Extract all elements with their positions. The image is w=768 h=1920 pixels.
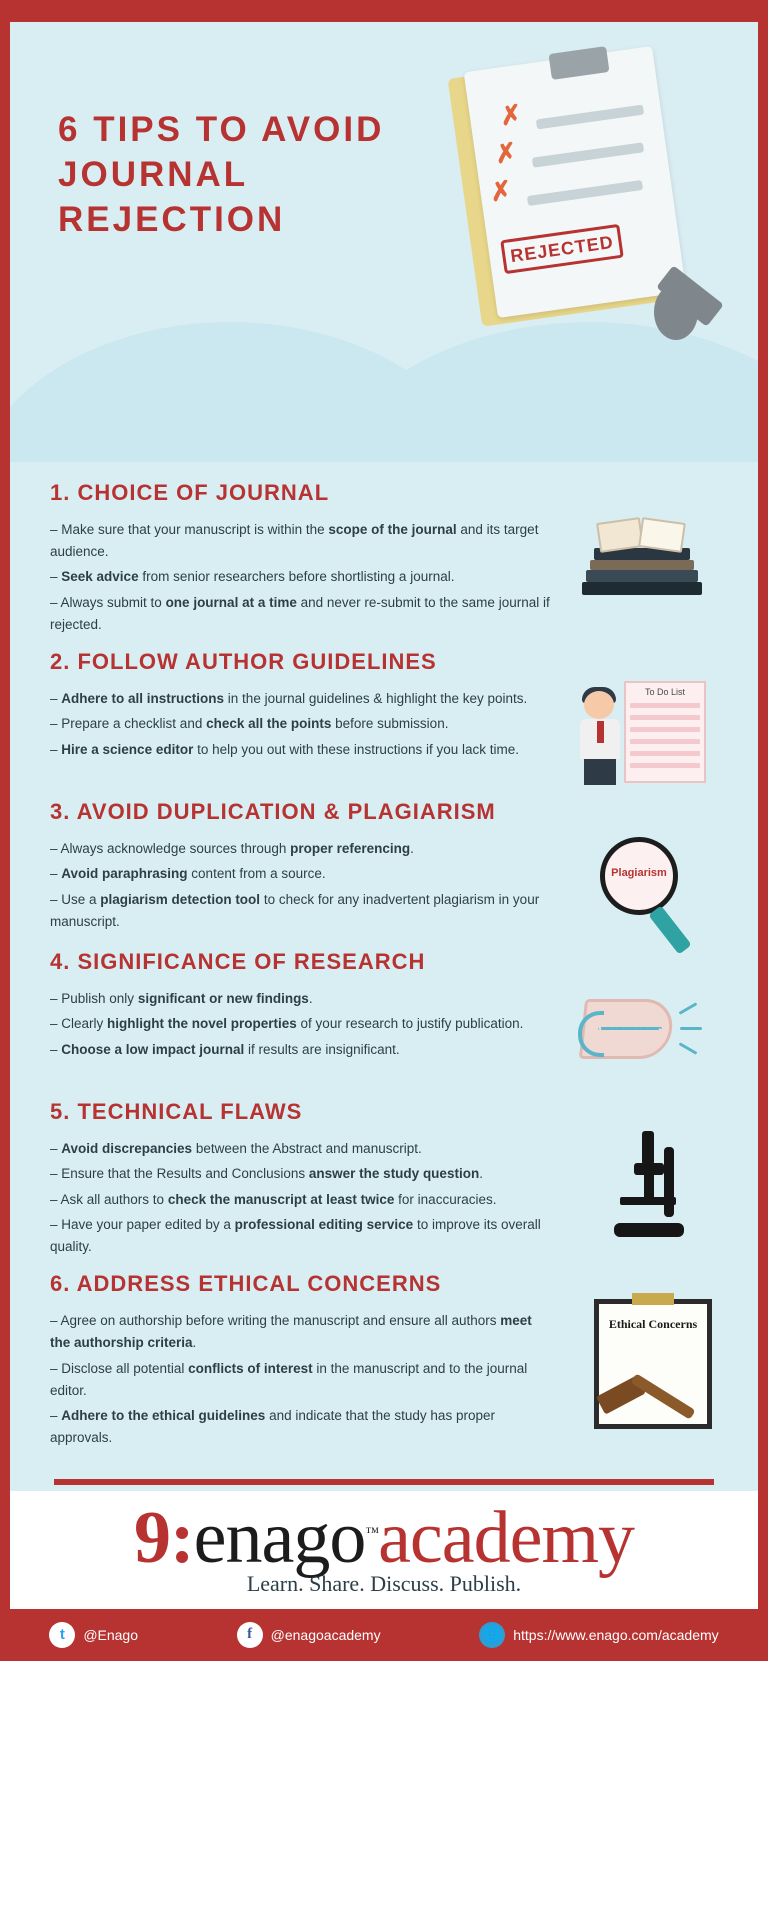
tip-title-3: 3. AVOID DUPLICATION & PLAGIARISM xyxy=(50,799,496,825)
magnifier-icon xyxy=(576,827,726,947)
trademark-symbol: ™ xyxy=(365,1525,379,1541)
book-stack-icon xyxy=(576,508,726,628)
globe-icon: 🌐 xyxy=(479,1622,505,1648)
tip-bullet: – Have your paper edited by a professional editing service to improve its overall quality. xyxy=(50,1216,541,1255)
tip-section-4 xyxy=(10,949,758,1099)
top-accent-bar xyxy=(0,0,768,22)
tip-bullet: – Publish only significant or new findings. xyxy=(50,990,313,1006)
tip-section-1 xyxy=(10,480,758,649)
tip-body-1 xyxy=(50,519,555,636)
megaphone-icon xyxy=(576,977,726,1097)
tip-section-2 xyxy=(10,649,758,799)
tip-title-6: 6. ADDRESS ETHICAL CONCERNS xyxy=(50,1271,442,1297)
tip-bullet: – Disclose all potential conflicts of interest in the manuscript and to the journal editor. xyxy=(50,1360,528,1398)
tip-bullet: – Ask all authors to check the manuscript at least twice for inaccuracies. xyxy=(50,1191,497,1207)
tip-bullet: – Prepare a checklist and check all the points before submission. xyxy=(50,716,449,732)
tip-bullet: – Agree on authorship before writing the manuscript and ensure all authors meet the authorship criteria. xyxy=(50,1313,532,1351)
cross-mark-icon: ✗ xyxy=(498,98,524,132)
person-head xyxy=(584,691,614,719)
tip-bullet: – Clearly highlight the novel properties of your research to justify publication. xyxy=(50,1016,524,1032)
tip-body-6 xyxy=(50,1310,555,1450)
tip-section-6 xyxy=(10,1271,758,1462)
microscope-icon xyxy=(576,1127,726,1247)
tip-bullet: – Avoid discrepancies between the Abstract and manuscript. xyxy=(50,1140,422,1156)
facebook-handle-text: @enagoacademy xyxy=(270,1626,381,1643)
tip-bullet: – Always acknowledge sources through proper referencing. xyxy=(50,840,414,856)
tip-title-5: 5. TECHNICAL FLAWS xyxy=(50,1099,303,1125)
tip-body-3 xyxy=(50,838,555,933)
stamp-knob xyxy=(654,284,698,340)
todo-list-icon xyxy=(576,677,726,797)
tips-content xyxy=(0,462,768,1491)
tip-title-2: 2. FOLLOW AUTHOR GUIDELINES xyxy=(50,649,437,675)
tip-title-4: 4. SIGNIFICANCE OF RESEARCH xyxy=(50,949,426,975)
tip-body-2 xyxy=(50,688,555,761)
tip-bullet: – Adhere to all instructions in the journal guidelines & highlight the key points. xyxy=(50,690,528,706)
tip-bullet: – Avoid paraphrasing content from a source. xyxy=(50,866,326,882)
tip-bullet: – Make sure that your manuscript is within the scope of the journal and its target audience. xyxy=(50,521,539,560)
magnifier-handle xyxy=(648,906,691,955)
plagiarism-label: Plagiarism xyxy=(611,867,667,880)
tip-section-3 xyxy=(10,799,758,949)
tip-bullet: – Hire a science editor to help you out with these instructions if you lack time. xyxy=(50,741,519,757)
rejected-stamp: REJECTED xyxy=(500,224,624,274)
tip-bullet: – Always submit to one journal at a time and never re-submit to the same journal if rejected. xyxy=(50,594,550,632)
brand-tagline: Learn. Share. Discuss. Publish. xyxy=(246,1570,522,1596)
website-link[interactable] xyxy=(479,1622,718,1648)
tip-bullet: – Use a plagiarism detection tool to check for any inadvertent plagiarism in your manuscript. xyxy=(50,891,540,929)
tip-bullet: – Seek advice from senior researchers before shortlisting a journal. xyxy=(50,569,455,585)
brand-logo-block xyxy=(0,1491,768,1609)
logo-mark-icon: 9: xyxy=(133,1496,194,1579)
tip-section-5 xyxy=(10,1099,758,1271)
website-url-text: https://www.enago.com/academy xyxy=(513,1626,719,1643)
twitter-icon: t xyxy=(49,1622,75,1648)
page-title: 6 TIPS TO AVOID JOURNAL REJECTION xyxy=(58,110,385,239)
tip-title-1: 1. CHOICE OF JOURNAL xyxy=(50,480,330,505)
twitter-handle-link[interactable] xyxy=(49,1622,138,1648)
brand-logo xyxy=(10,1496,758,1579)
footer-divider xyxy=(54,1479,714,1485)
rejected-clipboard-illustration xyxy=(428,50,728,350)
facebook-handle-link[interactable] xyxy=(237,1622,381,1648)
twitter-handle-text: @Enago xyxy=(83,1626,139,1643)
brand-sub-name: academy xyxy=(378,1496,635,1579)
cross-mark-icon: ✗ xyxy=(493,136,519,170)
todo-list-label: To Do List xyxy=(644,687,686,698)
tip-bullet: – Ensure that the Results and Conclusions answer the study question. xyxy=(50,1166,483,1182)
tip-body-5 xyxy=(50,1138,555,1258)
tip-body-4 xyxy=(50,988,555,1061)
ethical-concerns-label: Ethical Concerns xyxy=(608,1317,698,1332)
gavel-clipboard-icon xyxy=(576,1299,726,1419)
person-legs xyxy=(584,759,616,785)
social-footer xyxy=(0,1609,768,1661)
facebook-icon: f xyxy=(237,1622,263,1648)
tip-bullet: – Choose a low impact journal if results are insignificant. xyxy=(50,1041,400,1057)
hero-banner xyxy=(0,22,768,462)
person-tie xyxy=(597,721,604,743)
cross-mark-icon: ✗ xyxy=(488,174,514,208)
tip-bullet: – Adhere to the ethical guidelines and indicate that the study has proper approvals. xyxy=(50,1408,495,1446)
clipboard-clip-icon xyxy=(632,1293,674,1305)
brand-name: enago xyxy=(193,1496,366,1579)
